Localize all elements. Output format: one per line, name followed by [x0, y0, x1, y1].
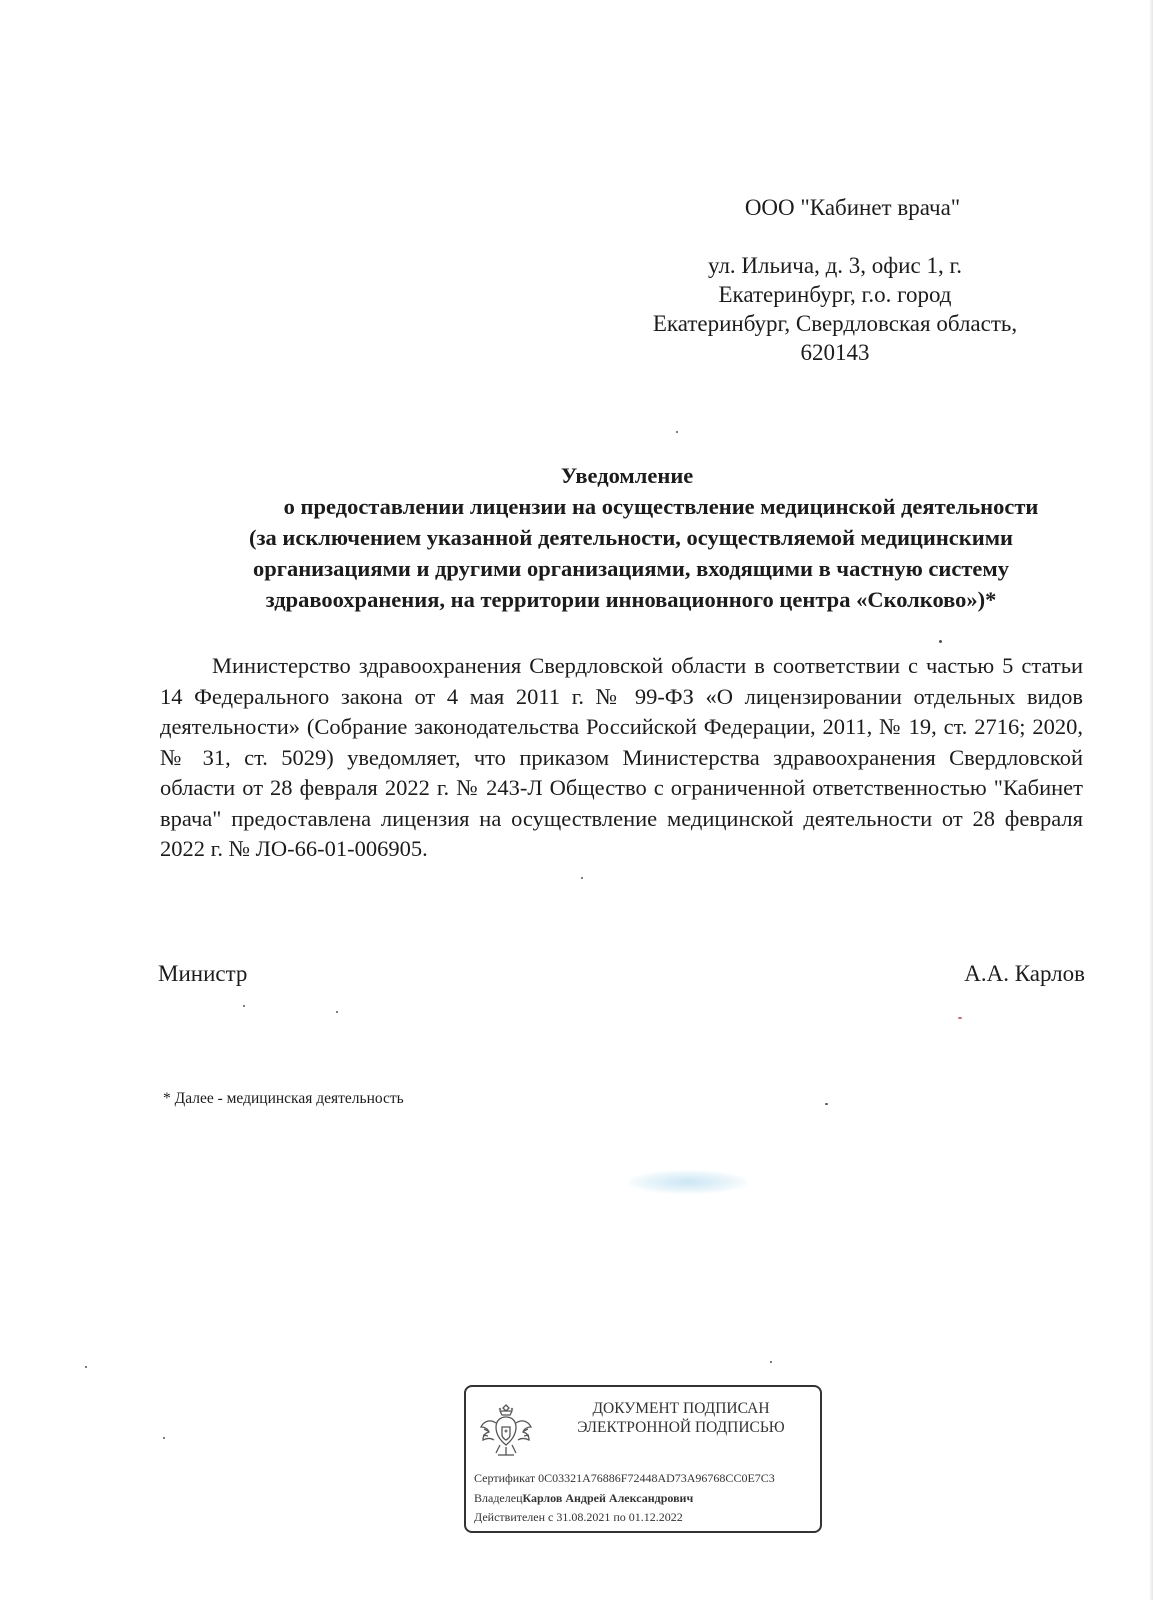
stamp-validity: Действителен с 31.08.2021 по 01.12.2022	[474, 1510, 683, 1524]
stamp-owner-value: Карлов Андрей Александрович	[522, 1490, 694, 1505]
stamp-owner	[474, 1489, 818, 1509]
electronic-signature-stamp	[464, 1385, 822, 1533]
signatory-name: А.А. Карлов	[964, 961, 1085, 986]
scan-speck	[581, 877, 583, 879]
stamp-title-line: ЭЛЕКТРОННОЙ ПОДПИСЬЮ	[577, 1419, 785, 1436]
notification-body: Министерство здравоохранения Свердловской области в соответствии с частью 5 статьи 14 Федерального закона от 4 мая 2011 г. № 99-ФЗ «О лицензировании отдельных видов деятельности» (Собрание законодательства Российской Федерации, 2011, № 19, ст. 2716; 2020, № 31, ст. 5029) уведомляет, что приказом Министерства здравоохранения Свердловской области от 28 февраля 2022 г. № 243-Л Общество с ограниченной ответственностью "Кабинет врача" предоставлена лицензия на осуществление медицинской деятельности от 28 февраля 2022 г. № ЛО-66-01-006905.	[160, 653, 1083, 861]
recipient-address-line: ул. Ильича, д. 3, офис 1, г.	[707, 253, 963, 278]
heading-line: организациями и другими организациями, входящими в частную систему	[252, 556, 1009, 581]
scan-speck	[85, 1366, 87, 1368]
recipient-address-line: Екатеринбург, Свердловская область,	[652, 311, 1018, 336]
stamp-owner-label: Владелец	[474, 1490, 523, 1505]
signature-row	[158, 960, 1085, 988]
scan-speck	[939, 640, 942, 643]
recipient-block	[600, 193, 1070, 367]
stamp-certificate	[474, 1469, 818, 1489]
scan-speck	[958, 1017, 962, 1019]
scan-edge	[1149, 0, 1153, 1600]
heading-line: о предоставлении лицензии на осуществление медицинской деятельности	[283, 494, 1039, 519]
stamp-certificate-value: 0C03321A76886F72448AD73A96768CC0E7C3	[538, 1471, 775, 1485]
signatory-position: Министр	[158, 961, 248, 986]
recipient-org: ООО "Кабинет врача"	[744, 195, 961, 220]
stamp-details	[474, 1469, 818, 1528]
scan-ink-mark	[628, 1170, 748, 1194]
footnote: * Далее - медицинская деятельность	[163, 1090, 404, 1107]
stamp-title	[546, 1399, 816, 1437]
scan-speck	[825, 1103, 828, 1105]
coat-of-arms-icon	[478, 1399, 534, 1461]
stamp-certificate-label: Сертификат	[474, 1471, 536, 1485]
heading-line: (за исключением указанной деятельности, осуществляемой медицинскими	[248, 525, 1014, 550]
document-heading	[160, 460, 1090, 615]
scan-speck	[163, 1437, 165, 1439]
heading-line: здравоохранения, на территории инновационного центра «Сколково»)*	[265, 587, 997, 612]
stamp-title-line: ДОКУМЕНТ ПОДПИСАН	[592, 1400, 770, 1417]
recipient-address-line: 620143	[800, 340, 870, 365]
recipient-address-line: Екатеринбург, г.о. город	[718, 282, 952, 307]
heading-title: Уведомление	[560, 463, 694, 488]
scan-speck	[676, 431, 678, 433]
scan-speck	[770, 1361, 772, 1363]
scan-speck	[243, 1005, 245, 1007]
scan-speck	[336, 1011, 338, 1013]
